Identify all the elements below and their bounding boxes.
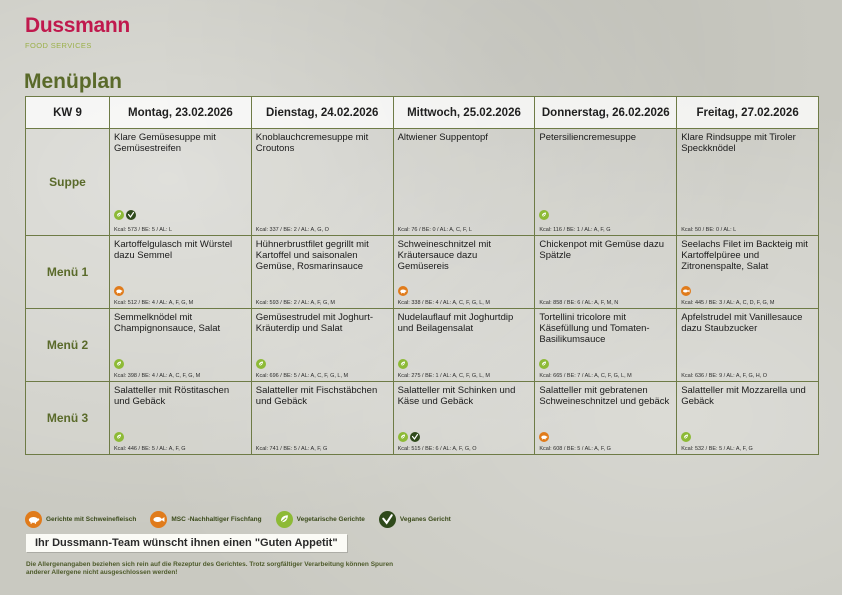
dish-name: Hühnerbrustfilet gegrillt mit Kartoffel und saisonalen Gemüse, Rosmarinsauce <box>255 239 369 272</box>
vegan-icon <box>126 210 136 220</box>
menu-cell <box>110 309 252 382</box>
vegetarian-icon <box>114 359 124 369</box>
menu-cell <box>251 382 393 455</box>
menu-cell <box>535 309 677 382</box>
legend-label: Veganes Gericht <box>399 516 451 523</box>
menu-cell <box>393 382 535 455</box>
dussmann-logo <box>25 14 130 50</box>
nutrition-info: Kcal: 337 / BE: 2 / AL: A, G, O <box>255 227 329 233</box>
dish-icons <box>114 432 124 442</box>
menu-cell <box>251 309 393 382</box>
menu-cell <box>393 129 535 236</box>
fish-icon <box>681 286 691 296</box>
dish-name: Altwiener Suppentopf <box>397 132 488 143</box>
legend <box>25 511 465 528</box>
dish-name: Kartoffelgulasch mit Würstel dazu Semmel <box>114 239 233 261</box>
dish-icons <box>539 432 549 442</box>
pork-icon <box>539 432 549 442</box>
vegan-icon <box>410 432 420 442</box>
legend-item <box>379 511 451 528</box>
dish-icons <box>681 432 691 442</box>
dish-icons <box>681 286 691 296</box>
legend-item <box>150 511 261 528</box>
menu-cell <box>677 129 819 236</box>
dish-name: Salatteller mit gebratenen Schweineschnitzel und gebäck <box>539 385 670 407</box>
dish-icons <box>114 210 136 220</box>
vegetarian-icon <box>276 511 293 528</box>
menu-cell <box>393 309 535 382</box>
greeting-banner: Ihr Dussmann-Team wünscht ihnen einen "Guten Appetit" <box>26 534 347 552</box>
dish-name: Salatteller mit Fischstäbchen und Gebäck <box>255 385 378 407</box>
menu-cell <box>251 129 393 236</box>
dish-name: Apfelstrudel mit Vanillesauce dazu Staubzucker <box>681 312 803 334</box>
dish-icons <box>539 210 549 220</box>
vegetarian-icon <box>539 359 549 369</box>
nutrition-info: Kcal: 445 / BE: 3 / AL: A, C, D, F, G, M <box>681 300 775 306</box>
dish-name: Chickenpot mit Gemüse dazu Spätzle <box>539 239 665 261</box>
pork-icon <box>398 286 408 296</box>
dish-icons <box>398 286 408 296</box>
menu-cell <box>251 236 393 309</box>
dish-name: Seelachs Filet im Backteig mit Kartoffelpüree und Zitronenspalte, Salat <box>681 239 808 272</box>
menu-row <box>26 382 819 455</box>
legend-label: Vegetarische Gerichte <box>296 516 365 523</box>
legend-label: MSC -Nachhaltiger Fischfang <box>171 516 262 523</box>
logo-name: Dussmann <box>25 14 130 37</box>
nutrition-info: Kcal: 398 / BE: 4 / AL: A, C, F, G, M <box>114 373 201 379</box>
day-header-monday: Montag, 23.02.2026 <box>110 97 252 129</box>
pork-icon <box>114 286 124 296</box>
menu-cell <box>677 382 819 455</box>
allergen-note-line1: Die Allergenangaben beziehen sich rein auf die Rezeptur des Gerichtes. Trotz sorgfältiger Verarbeitung können Spuren <box>26 561 394 568</box>
header-row <box>26 97 819 129</box>
nutrition-info: Kcal: 532 / BE: 5 / AL: A, F, G <box>681 446 753 452</box>
legend-item <box>276 511 365 528</box>
dish-name: Salatteller mit Röstitaschen und Gebäck <box>114 385 230 407</box>
dish-name: Tortellini tricolore mit Käsefüllung und Tomaten-Basilikumsauce <box>539 312 650 345</box>
dish-icons <box>539 359 549 369</box>
nutrition-info: Kcal: 696 / BE: 5 / AL: A, C, F, G, L, M <box>255 373 349 379</box>
day-header-tuesday: Dienstag, 24.02.2026 <box>251 97 393 129</box>
dish-name: Petersiliencremesuppe <box>539 132 637 143</box>
menu-cell <box>535 129 677 236</box>
menu-cell <box>110 236 252 309</box>
nutrition-info: Kcal: 515 / BE: 6 / AL: A, F, G, O <box>397 446 477 452</box>
row-label: Menü 2 <box>26 309 110 382</box>
allergen-note-line2: anderer Allergene nicht ausgeschlossen werden! <box>26 569 178 576</box>
dish-name: Schweineschnitzel mit Kräutersauce dazu Gemüsereis <box>397 239 492 272</box>
menu-table <box>25 96 819 455</box>
nutrition-info: Kcal: 636 / BE: 9 / AL: A, F, G, H, O <box>681 373 768 379</box>
nutrition-info: Kcal: 608 / BE: 5 / AL: A, F, G <box>539 446 611 452</box>
dish-name: Salatteller mit Schinken und Käse und Gebäck <box>397 385 516 407</box>
fish-icon <box>150 511 167 528</box>
nutrition-info: Kcal: 50 / BE: 0 / AL: L <box>681 227 737 233</box>
allergen-note <box>26 561 496 577</box>
row-label: Menü 3 <box>26 382 110 455</box>
page-title: Menüplan <box>24 70 122 93</box>
vegetarian-icon <box>256 359 266 369</box>
dish-icons <box>398 359 408 369</box>
day-header-wednesday: Mittwoch, 25.02.2026 <box>393 97 535 129</box>
vegetarian-icon <box>114 432 124 442</box>
vegetarian-icon <box>681 432 691 442</box>
menu-row <box>26 236 819 309</box>
pork-icon <box>25 511 42 528</box>
nutrition-info: Kcal: 275 / BE: 1 / AL: A, C, F, G, L, M <box>397 373 490 379</box>
nutrition-info: Kcal: 512 / BE: 4 / AL: A, F, G, M <box>114 300 194 306</box>
vegetarian-icon <box>114 210 124 220</box>
dish-name: Knoblauchcremesuppe mit Croutons <box>255 132 369 154</box>
dish-name: Gemüsestrudel mit Joghurt-Kräuterdip und Salat <box>255 312 374 334</box>
nutrition-info: Kcal: 446 / BE: 5 / AL: A, F, G <box>114 446 186 452</box>
vegetarian-icon <box>398 359 408 369</box>
nutrition-info: Kcal: 116 / BE: 1 / AL: A, F, G <box>539 227 611 233</box>
row-label: Menü 1 <box>26 236 110 309</box>
menu-cell <box>535 236 677 309</box>
nutrition-info: Kcal: 338 / BE: 4 / AL: A, C, F, G, L, M <box>397 300 490 306</box>
dish-icons <box>256 359 266 369</box>
dish-name: Semmelknödel mit Champignonsauce, Salat <box>114 312 221 334</box>
dish-icons <box>114 359 124 369</box>
menu-cell <box>677 309 819 382</box>
row-label: Suppe <box>26 129 110 236</box>
menu-cell <box>110 129 252 236</box>
nutrition-info: Kcal: 665 / BE: 7 / AL: A, C, F, G, L, M <box>539 373 632 379</box>
legend-item <box>25 511 136 528</box>
dish-name: Klare Gemüsesuppe mit Gemüsestreifen <box>114 132 216 154</box>
logo-subtitle: FOOD SERVICES <box>25 41 92 50</box>
menu-cell <box>393 236 535 309</box>
menu-cell <box>110 382 252 455</box>
day-header-thursday: Donnerstag, 26.02.2026 <box>535 97 677 129</box>
menu-row <box>26 129 819 236</box>
vegetarian-icon <box>539 210 549 220</box>
dish-icons <box>398 432 420 442</box>
nutrition-info: Kcal: 741 / BE: 5 / AL: A, F, G <box>255 446 328 452</box>
nutrition-info: Kcal: 593 / BE: 2 / AL: A, F, G, M <box>255 300 335 306</box>
vegetarian-icon <box>398 432 408 442</box>
nutrition-info: Kcal: 573 / BE: 5 / AL: L <box>114 227 173 233</box>
nutrition-info: Kcal: 76 / BE: 0 / AL: A, C, F, L <box>397 227 472 233</box>
dish-name: Klare Rindsuppe mit Tiroler Speckknödel <box>681 132 796 154</box>
nutrition-info: Kcal: 858 / BE: 6 / AL: A, F, M, N <box>539 300 619 306</box>
dish-name: Nudelauflauf mit Joghurtdip und Beilagensalat <box>397 312 514 334</box>
menu-cell <box>677 236 819 309</box>
legend-label: Gerichte mit Schweinefleisch <box>46 516 137 523</box>
week-label: KW 9 <box>26 97 110 129</box>
menu-row <box>26 309 819 382</box>
dish-name: Salatteller mit Mozzarella und Gebäck <box>681 385 806 407</box>
vegan-icon <box>379 511 396 528</box>
day-header-friday: Freitag, 27.02.2026 <box>677 97 819 129</box>
menu-cell <box>535 382 677 455</box>
dish-icons <box>114 286 124 296</box>
